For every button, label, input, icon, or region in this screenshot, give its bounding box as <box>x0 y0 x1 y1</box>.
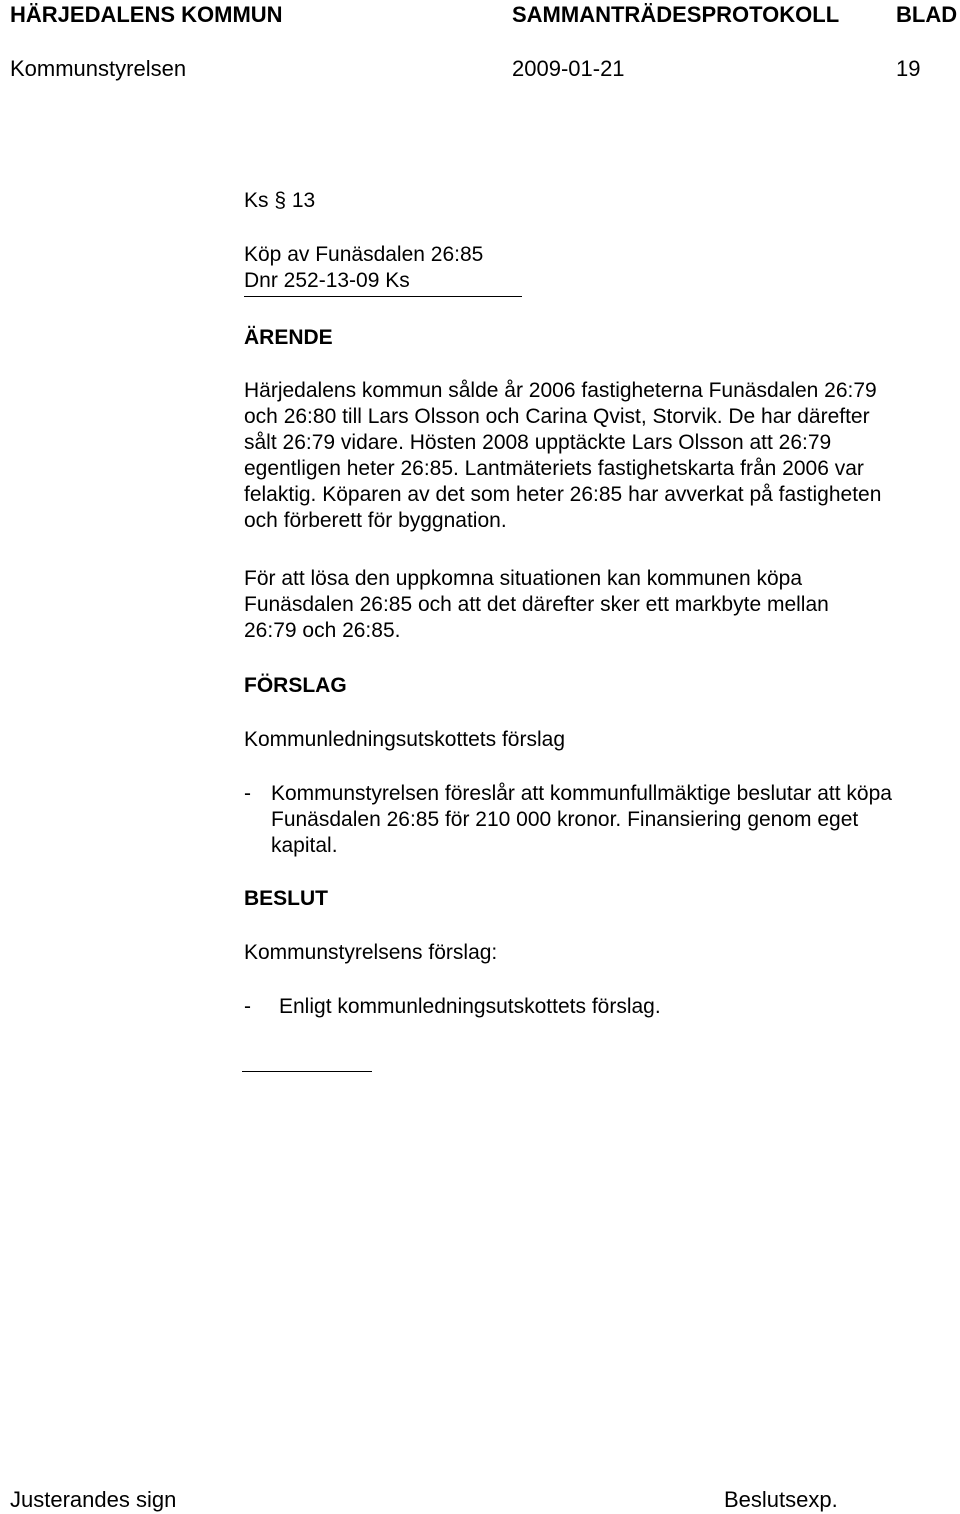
text-line: För att lösa den uppkomna situationen kan kommunen köpa <box>244 567 803 590</box>
text-line: och 26:80 till Lars Olsson och Carina Qvist, Storvik. De har därefter <box>244 405 870 428</box>
text-line: Kommunstyrelsen föreslår att kommunfullmäktige beslutar att köpa <box>271 782 892 805</box>
beslutsexp-label: Beslutsexp. <box>724 1487 838 1512</box>
text-line: egentligen heter 26:85. Lantmäteriets fastighetskarta från 2006 var <box>244 457 864 480</box>
case-title: Köp av Funäsdalen 26:85 <box>244 243 484 266</box>
page-number: 19 <box>896 56 921 81</box>
forslag-heading: FÖRSLAG <box>244 674 347 697</box>
case-number: Ks § 13 <box>244 189 316 212</box>
arende-paragraph-1 <box>244 378 881 534</box>
text-line: och förberett för byggnation. <box>244 509 507 532</box>
committee-name: Kommunstyrelsen <box>10 56 187 81</box>
text-line: Funäsdalen 26:85 för 210 000 kronor. Finansiering genom eget <box>271 808 859 831</box>
beslut-item: Enligt kommunledningsutskottets förslag. <box>279 995 661 1018</box>
arende-paragraph-2 <box>244 566 829 644</box>
organization-name: HÄRJEDALENS KOMMUN <box>10 2 283 27</box>
beslut-heading: BESLUT <box>244 887 328 910</box>
justerandes-sign-label: Justerandes sign <box>10 1487 177 1512</box>
forslag-dash: - <box>244 782 251 805</box>
beslut-dash: - <box>244 995 251 1018</box>
text-line: Härjedalens kommun sålde år 2006 fastigheterna Funäsdalen 26:79 <box>244 379 877 402</box>
case-underline <box>244 296 522 297</box>
blad-label: BLAD <box>896 2 958 27</box>
arende-heading: ÄRENDE <box>244 326 333 349</box>
case-dnr: Dnr 252-13-09 Ks <box>244 269 410 292</box>
text-line: Funäsdalen 26:85 och att det därefter sker ett markbyte mellan <box>244 593 829 616</box>
document-type: SAMMANTRÄDESPROTOKOLL <box>512 2 840 27</box>
forslag-item <box>271 781 892 859</box>
text-line: kapital. <box>271 834 338 857</box>
text-line: 26:79 och 26:85. <box>244 619 401 642</box>
closing-rule <box>242 1071 372 1072</box>
meeting-date: 2009-01-21 <box>512 56 625 81</box>
text-line: sålt 26:79 vidare. Hösten 2008 upptäckte Lars Olsson att 26:79 <box>244 431 832 454</box>
text-line: felaktig. Köparen av det som heter 26:85 har avverkat på fastigheten <box>244 483 882 506</box>
forslag-subheading: Kommunledningsutskottets förslag <box>244 728 565 751</box>
beslut-subheading: Kommunstyrelsens förslag: <box>244 941 498 964</box>
